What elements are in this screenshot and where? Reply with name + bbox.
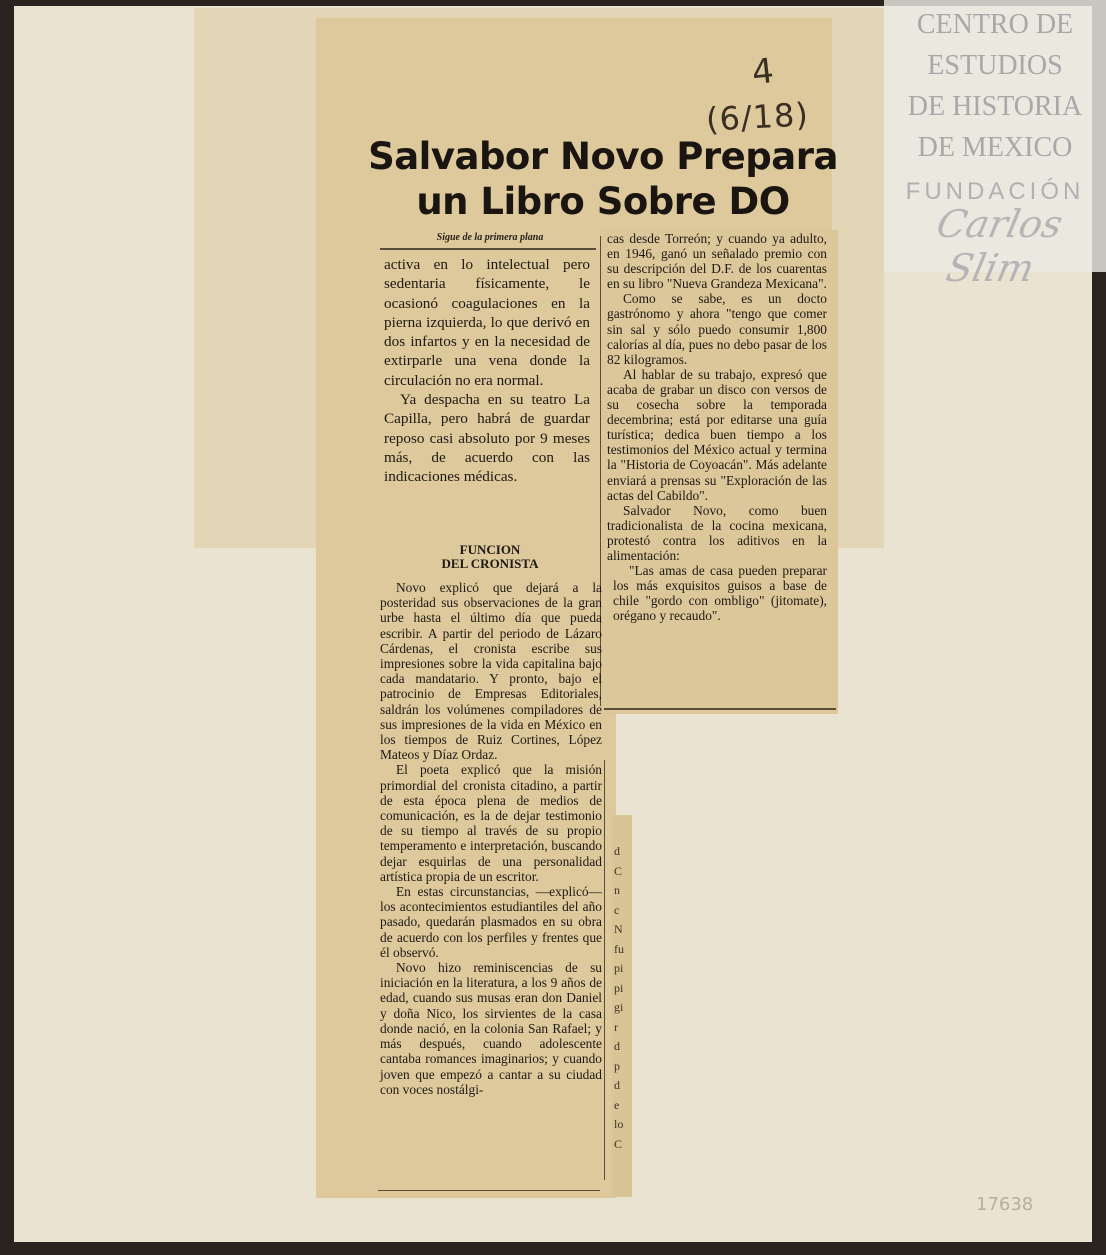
archive-watermark — [884, 0, 1106, 290]
handwritten-page-number: 4 — [749, 50, 776, 94]
fragment-text: pi — [614, 961, 624, 975]
body-paragraph: cas desde Torreón; y cuando ya adulto, en 1946, ganó un señalado premio con su descripción del D.F. de los cuarentas en su libro "Nueva Grandeza Mexicana". — [607, 231, 827, 292]
column-divider-lower — [604, 760, 605, 1180]
watermark-line: DE MEXICO — [917, 132, 1073, 163]
watermark-line: DE HISTORIA — [907, 91, 1083, 122]
bottom-rule — [378, 1190, 600, 1191]
kicker-rule — [380, 248, 596, 250]
subhead-line: FUNCION — [459, 542, 521, 557]
subhead-line: DEL CRONISTA — [441, 556, 539, 571]
body-paragraph: El poeta explicó que la misión primordial del cronista citadino, a partir de esta época plena de medios de comunicación, es la de dejar testimonio de su tiempo al través de su propio temperamento e interpretación, buscando dejar esquirlas de una personalidad artística propia de un escritor. — [380, 762, 602, 884]
continuation-kicker: Sigue de la primera plana — [436, 232, 544, 243]
watermark-institution — [884, 0, 1106, 168]
fragment-text: N — [614, 922, 623, 936]
fragment-text: r — [614, 1019, 618, 1034]
fragment-text: e — [614, 1097, 620, 1112]
fragment-text: C — [614, 1136, 623, 1151]
body-paragraph: En estas circunstancias, —explicó— los acontecimientos estudiantiles del año pasado, quedarán plasmados en su obra de acuerdo con los perfiles y frentes que él observó. — [380, 884, 602, 960]
fragment-text: lo — [614, 1117, 624, 1131]
handwritten-date: (6/18) — [705, 95, 810, 139]
fragment-text: fu — [614, 941, 624, 956]
watermark-line: ESTUDIOS — [927, 50, 1063, 81]
lead-paragraph: activa en lo intelectual pero sedentaria físicamente, le ocasionó coagulaciones en la pierna izquierda, lo que derivó en dos infartos y en la necesidad de extirparle una vena donde la circulación no era normal. — [384, 256, 590, 389]
body-paragraph: Salvador Novo, como buen tradicionalista de la cocina mexicana, protestó contra los aditivos en la alimentación: — [607, 502, 827, 563]
body-paragraph: Novo hizo reminiscencias de su iniciación en la literatura, a los 9 años de edad, cuando sus musas eran don Daniel y doña Nico, los sirvientes de la casa donde nació, en la colonia San Rafael; y más después, cuando adolescente cantaba romances imaginarios; y cuando joven que empezó a cantar a su ciudad con voces nostálgi- — [380, 960, 602, 1097]
headline: Salvabor Novo Prepara un Libro Sobre DO — [368, 135, 838, 223]
watermark-line: CENTRO DE — [916, 9, 1074, 40]
section-subhead — [400, 543, 580, 571]
body-paragraph: Novo explicó que dejará a la posteridad sus observaciones de la gran urbe hasta el último día que pueda escribir. A partir del periodo de Lázaro Cárdenas, el cronista escribe sus impresiones sobre la vida capitalina bajo cada mandatario. Y pronto, bajo el patrocinio de Empresas Editoriales, saldrán los volúmenes compiladores de sus impresiones de la vida en México en los tiempos de Ruiz Cortines, López Mateos y Díaz Ordaz. — [380, 580, 602, 763]
column-1 — [380, 580, 602, 1097]
fragment-text: c — [614, 902, 620, 917]
pencil-catalog-number: 17638 — [976, 1194, 1034, 1215]
body-paragraph: Al hablar de su trabajo, expresó que acaba de grabar un disco con versos de su cosecha sobre la temporada decembrina; está por editarse una guía turística; dedica buen tiempo a los testimonios del México actual y termina la "Historia de Coyoacán". Más adelante enviará a prensas su "Exploración de las actas del Cabildo". — [607, 366, 827, 503]
fragment-text: pi — [614, 980, 624, 995]
fragment-text: p — [614, 1058, 620, 1073]
lead-paragraph: Ya despacha en su teatro La Capilla, pero habrá de guardar reposo casi absoluto por 9 meses más, de acuerdo con las indicaciones médicas. — [384, 391, 590, 486]
fragment-text: d — [614, 1078, 620, 1092]
body-paragraph: Como se sabe, es un docto gastrónomo y ahora "tengo que comer sin sal y sólo puedo consumir 1,800 calorías al día, pues no debo pasar de los 82 kilogramos. — [607, 291, 827, 367]
watermark-signature: Carlos Slim — [932, 202, 1067, 290]
lead-text — [384, 255, 590, 487]
fragment-text: d — [614, 844, 620, 858]
fragment-text: gi — [614, 1000, 624, 1014]
fragment-text: n — [614, 883, 620, 897]
adjacent-clipping-text — [614, 842, 632, 1154]
column-end-rule — [604, 708, 836, 710]
quote-paragraph: "Las amas de casa pueden preparar los más exquisitos guisos a base de chile "gordo con ombligo" (jitomate), orégano y recaudo". — [613, 563, 827, 624]
fragment-text: d — [614, 1039, 620, 1053]
column-2 — [607, 231, 827, 623]
fragment-text: C — [614, 863, 623, 878]
watermark-foundation: FUNDACIÓN — [905, 178, 1085, 205]
